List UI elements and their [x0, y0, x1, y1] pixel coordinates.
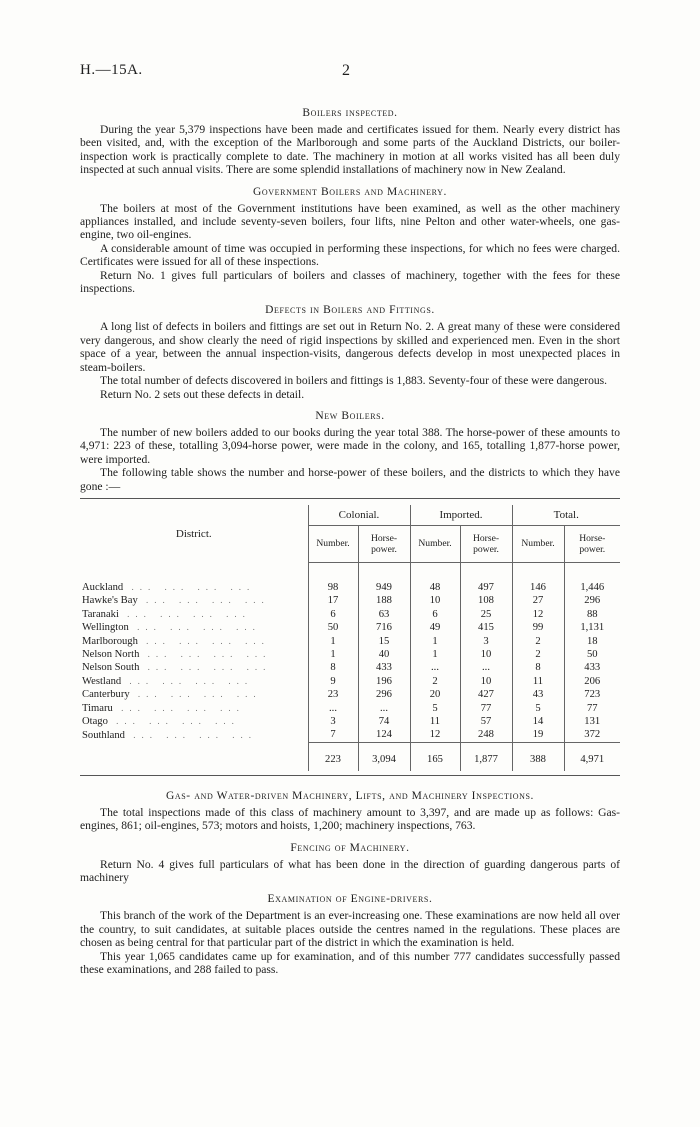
district-cell: [80, 728, 308, 742]
column-header: Horse-power.: [460, 525, 512, 562]
value-cell: 6: [308, 608, 358, 621]
paragraph: This branch of the work of the Department is an ever-increasing one. These examinations are now held all over the country, to suit candidates, at suitable places outside the centres named in the regulations. These places are chosen as being central for that particular part of the district in which the examination is held.: [80, 909, 620, 950]
value-cell: 77: [460, 702, 512, 715]
value-cell: 23: [308, 688, 358, 701]
table-row: [80, 648, 620, 661]
value-cell: 372: [564, 728, 620, 742]
value-cell: 57: [460, 715, 512, 728]
value-cell: 131: [564, 715, 620, 728]
district-name: Westland: [82, 675, 122, 687]
paragraph: During the year 5,379 inspections have been made and certificates issued for them. Nearly every district has been visited, and, with the exception of the Marlborough and some parts of the Auckland Districts, our boiler-inspection work is practically complete to date. The machinery in motion at all works visited has all been duly inspected at such annual visits. There are some splendid installations of machinery now in New Zealand.: [80, 123, 620, 177]
value-cell: 18: [564, 635, 620, 648]
value-cell: 3: [460, 635, 512, 648]
value-cell: ...: [358, 702, 410, 715]
leader-dots: ... ... ... ...: [139, 662, 272, 673]
value-cell: 14: [512, 715, 564, 728]
value-cell: 17: [308, 594, 358, 607]
leader-dots: ... ... ... ...: [112, 702, 245, 713]
leader-dots: ... ... ... ...: [107, 716, 240, 726]
value-cell: 2: [512, 635, 564, 648]
district-cell: [80, 688, 308, 701]
total-value: 165: [410, 742, 460, 771]
section-heading: Government Boilers and Machinery.: [253, 185, 447, 198]
imported-group-header: Imported.: [410, 505, 512, 526]
paragraph: The number of new boilers added to our books during the year total 388. The horse-power of these amounts to 4,971: 223 of these, totalling 3,094-horse power, were made in the colony, and 165, totalling 1,877-horse power, were imported.: [80, 425, 620, 466]
district-cell: [80, 661, 308, 674]
value-cell: 7: [308, 728, 358, 742]
total-value: 388: [512, 742, 564, 771]
value-cell: 108: [460, 594, 512, 607]
value-cell: 77: [564, 702, 620, 715]
section-heading: Gas- and Water-driven Machinery, Lifts, and Machinery Inspections.: [165, 789, 535, 802]
value-cell: 1: [308, 635, 358, 648]
value-cell: 1: [410, 648, 460, 661]
district-name: Hawke's Bay: [82, 595, 138, 607]
value-cell: 63: [358, 608, 410, 621]
district-cell: [80, 608, 308, 621]
value-cell: 1,131: [564, 621, 620, 634]
value-cell: 2: [512, 648, 564, 661]
table-row: [80, 688, 620, 701]
value-cell: 19: [512, 728, 564, 742]
value-cell: 1,446: [564, 581, 620, 594]
table-row: [80, 608, 620, 621]
district-cell: [80, 594, 308, 607]
table-row: [80, 635, 620, 648]
document-reference: H.—15A.: [80, 62, 143, 78]
paragraph: A long list of defects in boilers and fittings are set out in Return No. 2. A great many of these were considered very dangerous, and show clearly the need of rigid inspections by skilled and experienced men. Even in the short space of a year, between the annual inspection-visits, dangerous defects develop in most unexpected places in steam-boilers.: [80, 320, 620, 374]
paragraph: The total inspections made of this class of machinery amount to 3,397, and are made up as follows: Gas-engines, 861; oil-engines, 573; motors and hoists, 1,200; machinery inspections, 763.: [80, 805, 620, 833]
value-cell: ...: [410, 661, 460, 674]
leader-dots: ... ... ... ...: [123, 581, 256, 592]
leader-dots: ... ... ... ...: [118, 608, 251, 619]
district-name: Taranaki: [82, 608, 119, 620]
section-heading: Examination of Engine-drivers.: [267, 893, 433, 906]
value-cell: 11: [512, 675, 564, 688]
table-row: [80, 621, 620, 634]
column-header: Number.: [512, 525, 564, 562]
value-cell: 723: [564, 688, 620, 701]
value-cell: 49: [410, 621, 460, 634]
paragraph: A considerable amount of time was occupied in performing these inspections, for which no fees were charged. Certificates were issued for all of these inspections.: [80, 241, 620, 269]
value-cell: 146: [512, 581, 564, 594]
district-column-header: District.: [175, 527, 212, 540]
total-value: 1,877: [460, 742, 512, 771]
column-header: Horse-power.: [358, 525, 410, 562]
new-boilers-table: [80, 498, 620, 776]
value-cell: 1: [308, 648, 358, 661]
district-name: Canterbury: [82, 689, 130, 701]
district-name: Wellington: [82, 622, 129, 634]
district-cell: [80, 702, 308, 715]
value-cell: 1: [410, 635, 460, 648]
district-cell: [80, 635, 308, 648]
table-row: [80, 581, 620, 594]
value-cell: 11: [410, 715, 460, 728]
value-cell: 188: [358, 594, 410, 607]
table-row: [80, 702, 620, 715]
table-row: [80, 675, 620, 688]
value-cell: 2: [410, 675, 460, 688]
page-body: [80, 98, 620, 976]
district-cell: [80, 648, 308, 661]
table-body: [80, 562, 620, 742]
totals-row: [80, 742, 620, 771]
total-value: 3,094: [358, 742, 410, 771]
table-row: [80, 594, 620, 607]
value-cell: 74: [358, 715, 410, 728]
column-header: Number.: [410, 525, 460, 562]
value-cell: 3: [308, 715, 358, 728]
leader-dots: ... ... ... ...: [124, 729, 257, 740]
value-cell: 196: [358, 675, 410, 688]
paragraph: This year 1,065 candidates came up for examination, and of this number 777 candidates successfully passed these examinations, and 288 failed to pass.: [80, 949, 620, 977]
total-group-header: Total.: [512, 505, 620, 526]
value-cell: 5: [410, 702, 460, 715]
column-header: Horse-power.: [564, 525, 620, 562]
district-name: Otago: [82, 716, 108, 727]
leader-dots: ... ... ... ...: [137, 635, 270, 646]
value-cell: 10: [460, 675, 512, 688]
value-cell: 433: [358, 661, 410, 674]
total-value: 4,971: [564, 742, 620, 771]
value-cell: 206: [564, 675, 620, 688]
section-heading: Boilers inspected.: [302, 107, 398, 119]
section-heading: New Boilers.: [315, 409, 385, 422]
paragraph: The total number of defects discovered in boilers and fittings is 1,883. Seventy-four of these were dangerous.: [100, 374, 608, 388]
value-cell: 15: [358, 635, 410, 648]
district-name: Timaru: [82, 702, 113, 714]
value-cell: 124: [358, 728, 410, 742]
value-cell: 433: [564, 661, 620, 674]
value-cell: 497: [460, 581, 512, 594]
district-name: Auckland: [82, 581, 124, 593]
value-cell: 88: [564, 608, 620, 621]
district-name: Marlborough: [82, 635, 138, 647]
value-cell: 12: [512, 608, 564, 621]
value-cell: ...: [308, 702, 358, 715]
district-name: Nelson South: [82, 662, 140, 674]
value-cell: 427: [460, 688, 512, 701]
page-header: [80, 62, 620, 79]
value-cell: 48: [410, 581, 460, 594]
value-cell: 8: [308, 661, 358, 674]
paragraph: Return No. 1 gives full particulars of boilers and classes of machinery, together with the fees for these inspections.: [80, 268, 620, 296]
table-row: [80, 661, 620, 674]
value-cell: 50: [308, 621, 358, 634]
section-heading: Fencing of Machinery.: [290, 841, 410, 854]
district-cell: [80, 581, 308, 594]
value-cell: 99: [512, 621, 564, 634]
leader-dots: ... ... ... ...: [137, 595, 270, 606]
value-cell: 25: [460, 608, 512, 621]
paragraph: Return No. 2 sets out these defects in detail.: [100, 387, 305, 401]
value-cell: 296: [564, 594, 620, 607]
value-cell: 40: [358, 648, 410, 661]
value-cell: 98: [308, 581, 358, 594]
value-cell: 12: [410, 728, 460, 742]
table-row: [80, 715, 620, 728]
district-cell: [80, 621, 308, 634]
paragraph: Return No. 4 gives full particulars of what has been done in the direction of guarding dangerous parts of machinery: [80, 857, 620, 885]
colonial-group-header: Colonial.: [308, 505, 410, 526]
leader-dots: ... ... ... ...: [128, 622, 261, 633]
value-cell: 43: [512, 688, 564, 701]
leader-dots: ... ... ... ...: [129, 689, 262, 700]
value-cell: ...: [460, 661, 512, 674]
value-cell: 5: [512, 702, 564, 715]
total-value: 223: [308, 742, 358, 771]
value-cell: 10: [410, 594, 460, 607]
value-cell: 415: [460, 621, 512, 634]
district-name: Nelson North: [82, 648, 140, 660]
value-cell: 949: [358, 581, 410, 594]
table-row: [80, 728, 620, 742]
value-cell: 50: [564, 648, 620, 661]
leader-dots: ... ... ... ...: [139, 648, 272, 659]
page-number: 2: [342, 62, 350, 79]
value-cell: 20: [410, 688, 460, 701]
district-name: Southland: [82, 729, 125, 741]
value-cell: 9: [308, 675, 358, 688]
leader-dots: ... ... ... ...: [121, 675, 254, 686]
value-cell: 8: [512, 661, 564, 674]
paragraph: The following table shows the number and horse-power of these boilers, and the districts to which they have gone :—: [80, 466, 620, 493]
value-cell: 10: [460, 648, 512, 661]
section-heading: Defects in Boilers and Fittings.: [265, 304, 435, 317]
paragraph: The boilers at most of the Government institutions have been examined, as well as the other machinery appliances installed, and include seventy-seven boilers, four lifts, nine Pelton and other water-wheels, one gas-engine, two oil-engines.: [80, 201, 620, 242]
value-cell: 6: [410, 608, 460, 621]
value-cell: 27: [512, 594, 564, 607]
value-cell: 296: [358, 688, 410, 701]
district-cell: [80, 675, 308, 688]
value-cell: 716: [358, 621, 410, 634]
district-cell: [80, 715, 308, 728]
column-header: Number.: [308, 525, 358, 562]
value-cell: 248: [460, 728, 512, 742]
